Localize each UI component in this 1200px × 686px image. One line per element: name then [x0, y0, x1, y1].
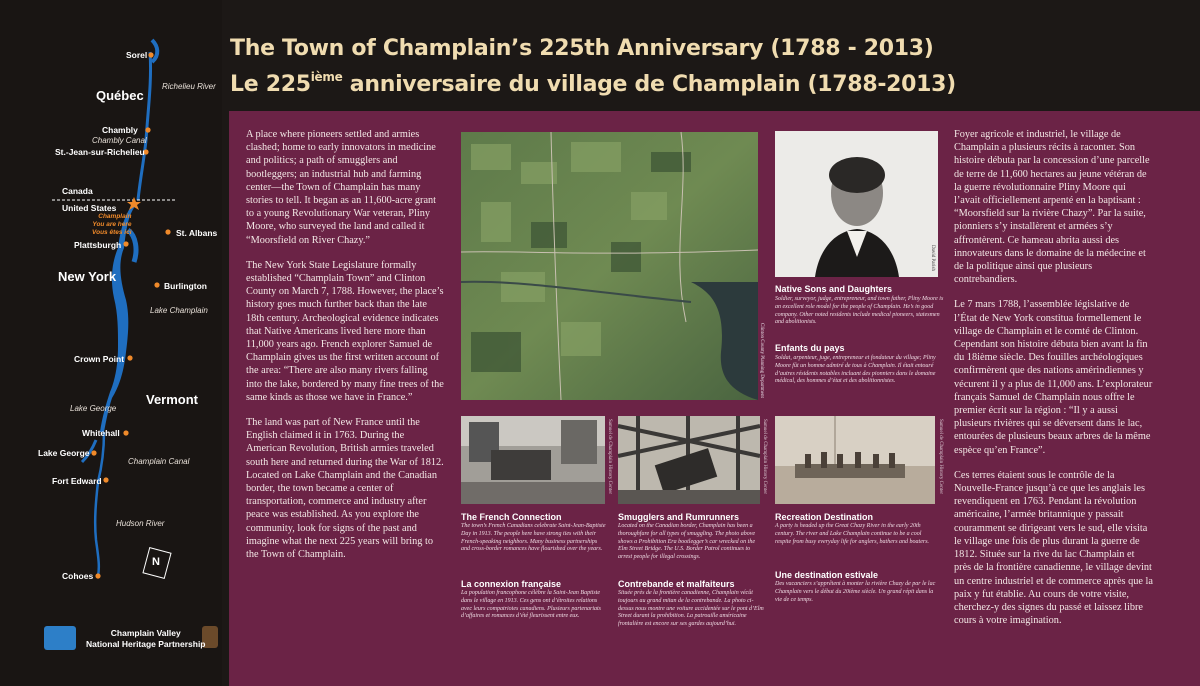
caption-text-en: The town’s French Canadians celebrate Saint-Jean-Baptiste Day in 1913. The people here have strong ties with their French-speaking neighbors. Many business partnerships and cross-border romances have flourished over the years. — [461, 523, 606, 553]
partner-line-2: National Heritage Partnership — [86, 639, 206, 649]
french-paragraph: Ces terres étaient sous le contrôle de la Nouvelle-France jusqu’à ce que les anglais les revendiquent en 1763. Pendant la révolution américaine, l’armée britannique y passait couramment se dirigeant vers le sud, elle visita le village une fois de plus durant la guerre de 1812. Située sur la rive du lac Champlain et près de la frontière canadienne, le village devint un centre industriel et de commerce après que la paix y fut établie. Au cours de votre visite, cherchez-y des signes du passé et laissez libre cours à votre imagination. — [954, 469, 1153, 627]
smugglers-photo — [618, 416, 760, 504]
caption-heading-fr: Contrebande et malfaiteurs — [618, 579, 735, 589]
aerial-credit: Clinton County Planning Department — [759, 323, 764, 398]
aerial-photo — [461, 132, 764, 400]
english-paragraph: The New York State Legislature formally established “Champlain Town” and Clinton County on March 7, 1788. However, the place’s history goes much further back than the late 18th century. Archeological evidence indicates that Native Americans lived here more than 11,000 years ago. French explorer Samuel de Champlain gives us the first written account of the area: “There are also many rivers falling into the lake, bordered by many fine trees of the same kinds as those we have in France.” — [246, 259, 444, 403]
region-vermont: Vermont — [146, 392, 199, 407]
french-column — [954, 128, 1154, 639]
caption-text-en: Located on the Canadian border, Champlain has been a thoroughfare for all types of smuggling. The photo above shows a Prohibition Era bootlegger’s car wrecked on the Elm Street Bridge. The U.S. Border Patrol continues to arrest people for illegal crossings. — [618, 523, 756, 561]
town-st-albans: St. Albans — [176, 228, 218, 238]
boat-party-image — [775, 416, 935, 504]
label-chambly-canal: Chambly Canal — [92, 136, 147, 145]
portrait-image — [775, 131, 938, 277]
label-lake-champlain: Lake Champlain — [150, 306, 208, 315]
you-are-here-label — [92, 213, 132, 237]
caption-text-en: A party is headed up the Great Chazy River in the early 20th century. The river and Lake Champlain continue to be a cool respite from busy everyday life for anglers, bathers and boaters. — [775, 523, 930, 545]
content-panel — [229, 111, 1200, 686]
town-crown-point: Crown Point — [74, 354, 125, 364]
caption-text-fr: Située près de la frontière canadienne, Champlain vécût toujours au grand mitan de la contrebande. La photo ci-dessus nous montre une voiture accidentée sur le pont d’Elm Street durant la prohibition. La patrouille américaine frontalière est encore sur ses gardes aujourd’hui. — [618, 590, 764, 628]
caption-heading-fr: La connexion française — [461, 579, 562, 589]
photo-credit: Samuel de Champlain History Center — [607, 419, 612, 494]
town-sorel: Sorel — [126, 50, 148, 60]
caption-heading-en: The French Connection — [461, 512, 562, 522]
enfants-heading: Enfants du pays — [775, 343, 845, 353]
parade-image — [461, 416, 605, 504]
french-paragraph: Foyer agricole et industriel, le village de Champlain a plusieurs récits à raconter. Son histoire débuta par la concession d’une parcelle de terre de 11,600 hectares au jeune vétéran de la guerre révolutionnaire Pliny Moore qui l’avait officiellement arpenté en la baptisant : “Moorsfield sur la rivière Chazy”. Par la suite, pionniers s’y installèrent et armées s’y affrontèrent. Ce hameau abrita aussi des innovateurs dans le domaine de la médecine et de la politique ainsi que plusieurs contrebandiers. — [954, 129, 1150, 286]
town-lake-george: Lake George — [38, 448, 90, 458]
partner-line-1: Champlain Valley — [110, 628, 181, 638]
bridge-wreck-image — [618, 416, 760, 504]
title-french-b: anniversaire du village de Champlain (1788-2013) — [342, 72, 956, 97]
town-whitehall: Whitehall — [82, 428, 120, 438]
regional-map — [0, 0, 222, 686]
french-paragraph: Le 7 mars 1788, l’assemblée législative de l’État de New York constitua formellement le village de Champlain et le comté de Clinton. Cependant son histoire débuta bien avant la fin du 18ième siècle. Des fouilles archéologiques confirmèrent que des nations amérindiennes y vécurent il y a plus de 11,000 ans. L’explorateur français Samuel de Champlain nous offre le premier écrit sur la région : “Il y a aussi plusieurs rivières qui se déversent dans le lac, entourées de plusieurs beaux arbres de la même espèce qu’en France”. — [954, 299, 1153, 456]
label-hudson-river: Hudson River — [116, 519, 165, 528]
portrait-credit: David Parish — [930, 245, 935, 271]
here-line-1: Champlain — [98, 213, 132, 220]
region-quebec: Québec — [96, 88, 144, 103]
label-lake-george: Lake George — [70, 404, 117, 413]
label-united-states: United States — [62, 203, 117, 213]
label-canada: Canada — [62, 186, 93, 196]
title-french — [230, 70, 956, 97]
caption-text-fr: Des vacanciers s’apprêtent à monter la rivière Chazy de par le lac Champlain vers le début du 20ième siècle. Un grand répit dans la vie de ce temps. — [775, 581, 936, 603]
town-burlington: Burlington — [164, 281, 207, 291]
portrait-photo — [775, 131, 938, 277]
town-st-jean: St.-Jean-sur-Richelieu — [55, 147, 145, 157]
region-new-york: New York — [58, 269, 117, 284]
native-sons-text: Soldier, surveyor, judge, entrepreneur, and town father, Pliny Moore is an excellent role model for the people of Champlain. He’s in good company. Other noted residents include medical pioneers, statesmen and abolitionists. — [775, 296, 944, 326]
here-line-2: You are here — [92, 221, 132, 228]
photo-credit: Samuel de Champlain History Center — [938, 419, 943, 494]
here-line-3: Vous êtes ici — [92, 229, 132, 236]
native-sons-heading: Native Sons and Daughters — [775, 284, 893, 294]
english-column — [246, 128, 446, 573]
caption-heading-fr: Une destination estivale — [775, 570, 879, 580]
english-paragraph: The land was part of New France until the English claimed it in 1763. During the American Revolution, British armies traveled south here and returned during the War of 1812. Located on Lake Champlain and the Canadian border, the town became a center of transportation, commerce and industry after peace was established. As you explore the community, look for signs of the past and imagine what the next 225 years will bring to the Town of Champlain. — [246, 417, 444, 561]
label-champlain-canal: Champlain Canal — [128, 457, 190, 466]
title-english: The Town of Champlain’s 225th Anniversary (1788 - 2013) — [230, 36, 934, 61]
caption-heading-en: Recreation Destination — [775, 512, 874, 522]
title-french-a: Le 225 — [230, 72, 311, 97]
aerial-image — [461, 132, 758, 400]
label-richelieu-river: Richelieu River — [162, 82, 216, 91]
town-cohoes: Cohoes — [62, 571, 94, 581]
partner-name — [86, 628, 206, 650]
title-french-sup: ième — [310, 70, 343, 84]
compass-icon: N — [152, 556, 160, 568]
photo-credit: Samuel de Champlain History Center — [762, 419, 767, 494]
town-fort-edward: Fort Edward — [52, 476, 102, 486]
caption-heading-en: Smugglers and Rumrunners — [618, 512, 740, 522]
recreation-photo — [775, 416, 935, 504]
french-connection-photo — [461, 416, 605, 504]
enfants-text: Soldat, arpenteur, juge, entrepreneur et fondateur du village; Pliny Moore fût un homme admiré de tous à Champlain. Il était entouré d’autres résidents notables incluant des pionniers dans le domaine médical, des hommes d’état et des abolitionnistes. — [775, 355, 936, 385]
town-chambly: Chambly — [102, 125, 138, 135]
town-plattsburgh: Plattsburgh — [74, 240, 122, 250]
english-paragraph: A place where pioneers settled and armies clashed; home to early innovators in medicine and politics; a path of smugglers and bootleggers; an industrial hub and farming center—the Town of Champlain has many stories to tell. It began as an 11,600-acre grant to a young Revolutionary War veteran, Pliny Moore, who surveyed the land and called it “Moorsfield on River Chazy.” — [246, 129, 437, 246]
caption-text-fr: La population francophone célèbre la Saint-Jean Baptiste dans le village en 1913. Ces gens ont d’étroites relations avec leurs compatriotes canadiens. Plusieurs partenariats d’affaires et romances d’été fleurissent entre eux. — [461, 590, 601, 620]
